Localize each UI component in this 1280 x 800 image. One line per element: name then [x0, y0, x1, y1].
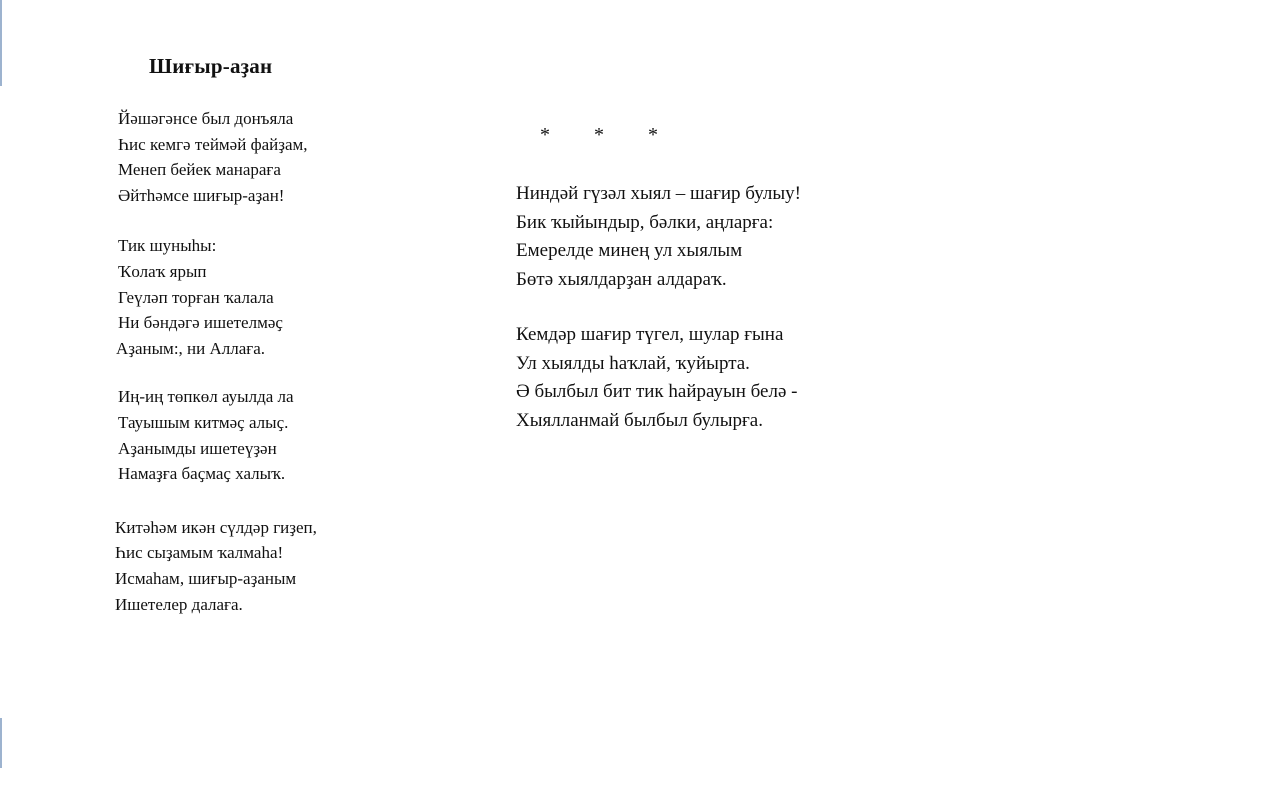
- asterisk: *: [540, 124, 550, 146]
- poem-line: Тик шуныһы:: [118, 236, 217, 256]
- stanza-1: [118, 106, 317, 208]
- poem-line: Ишетелер далаға.: [115, 594, 243, 614]
- poem-line: Китәһәм икән сүлдәр гиҙеп,: [115, 517, 317, 537]
- asterisk: *: [648, 124, 658, 146]
- poem-line: Емерелде минең ул хыялым: [516, 240, 743, 261]
- poem-line: Бик ҡыйындыр, бәлки, аңларға:: [516, 211, 774, 233]
- asterisk: *: [594, 124, 604, 146]
- stanza-separator: [540, 124, 660, 147]
- left-edge-marker-bottom: [0, 718, 2, 768]
- poem-line: Иң-иң төпкөл ауылда ла: [118, 387, 294, 407]
- right-stanza-2: [516, 321, 801, 435]
- poem-line: Ниндәй гүзәл хыял – шағир булыу!: [516, 183, 801, 204]
- poem-line: Кемдәр шағир түгел, шулар ғына: [516, 324, 784, 345]
- left-column: [115, 106, 317, 617]
- poem-line: Тауышым китмәҫ алыҫ.: [118, 412, 289, 432]
- stanza-3: [118, 384, 317, 486]
- poem-line: Ҡолаҡ ярып: [118, 261, 207, 281]
- poem-line: Ни бәндәгә ишетелмәҫ: [118, 313, 283, 333]
- poem-line: Һис кемгә теймәй файҙам,: [118, 134, 308, 154]
- right-stanza-1: [516, 180, 801, 294]
- poem-title: Шиғыр-аҙан: [149, 54, 273, 78]
- poem-line: Геүләп торған ҡалала: [118, 287, 274, 307]
- poem-line: Һис сыҙамым ҡалмаһа!: [115, 543, 284, 563]
- poem-line: Менеп бейек манараға: [118, 160, 281, 180]
- poem-line: Аҙаным:, ни Аллаға.: [116, 338, 266, 358]
- poem-line: Әйтһәмсе шиғыр-аҙан!: [118, 185, 285, 205]
- poem-line: Намаҙға баҫмаҫ халыҡ.: [118, 464, 286, 484]
- poem-line: Аҙанымды ишетеүҙән: [118, 438, 277, 458]
- left-edge-marker-top: [0, 0, 2, 86]
- stanza-2: [118, 233, 317, 361]
- poem-line: Бөтә хыялдарҙан алдараҡ.: [516, 268, 727, 290]
- right-column: [516, 180, 801, 435]
- stanza-4: [115, 515, 317, 617]
- poem-line: Ул хыялды һаҡлай, ҡуйырта.: [516, 352, 750, 374]
- poem-line: Йәшәгәнсе был донъяла: [118, 109, 294, 128]
- poem-line: Исмаһам, шиғыр-аҙаным: [115, 568, 297, 588]
- poem-line: Ә былбыл бит тик һайрауын белә -: [516, 381, 798, 402]
- poem-line: Хыялланмай былбыл булырға.: [516, 409, 763, 431]
